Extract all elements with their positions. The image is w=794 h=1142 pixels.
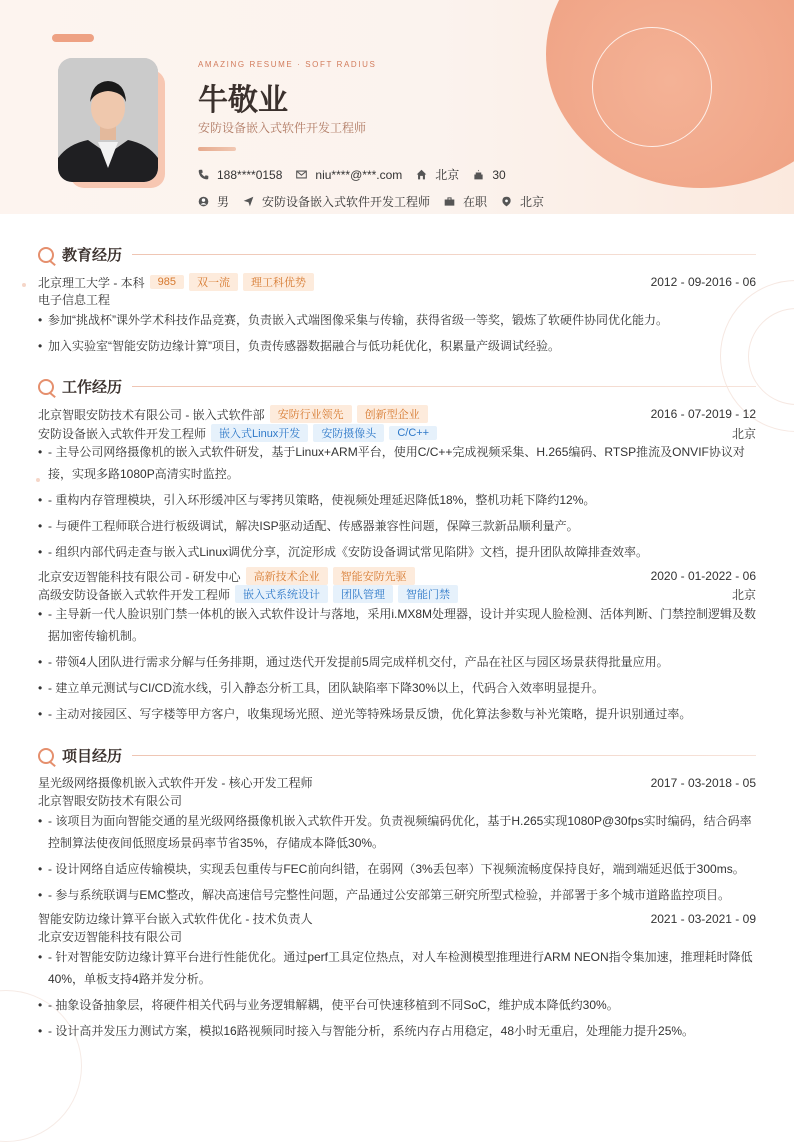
contact-phone xyxy=(198,168,282,182)
candidate-title: 安防设备嵌入式软件开发工程师 xyxy=(198,121,367,135)
project-bullet: • - 抽象设备抽象层，将硬件相关代码与业务逻辑解耦，使平台可快速移植到不同SoC，维护成本降低约30%。 xyxy=(38,994,756,1016)
projects-heading: 项目经历 xyxy=(62,748,123,765)
work-bullet: • - 重构内存管理模块，引入环形缓冲区与零拷贝策略，使视频处理延迟降低18%，整机功耗下降约12%。 xyxy=(38,489,756,511)
education-section-title xyxy=(38,244,756,265)
company-tag: 高新技术企业 xyxy=(246,567,328,585)
education-bullet: • 加入实验室“智能安防边缘计算”项目，负责传感器数据融合与低功耗优化，积累量产级调试经验。 xyxy=(38,335,756,357)
project-bullet: • - 设计高并发压力测试方案，模拟16路视频同时接入与智能分析，系统内存占用稳定，48小时无重启，处理能力提升25%。 xyxy=(38,1020,756,1042)
company-tag: 创新型企业 xyxy=(357,405,428,423)
bullet-dot: • xyxy=(38,445,43,459)
home-icon xyxy=(416,169,427,180)
education-heading: 教育经历 xyxy=(62,247,123,264)
project-name: 智能安防边缘计算平台嵌入式软件优化 - 技术负责人 xyxy=(38,912,313,926)
cake-icon xyxy=(473,169,484,180)
bullet-dot: • xyxy=(38,493,43,507)
search-icon xyxy=(38,379,54,395)
decorative-ring xyxy=(592,27,712,147)
project-bullet: • - 针对智能安防边缘计算平台进行性能优化。通过perf工具定位热点，对人车检测模型推理进行ARM NEON指令集加速，推理耗时降低40%，单板支持4路并发分析。 xyxy=(38,946,756,990)
company-name: 北京安迈智能科技有限公司 - 研发中心 xyxy=(38,569,241,584)
role-tag: 安防摄像头 xyxy=(313,424,384,442)
work-bullet: • - 主导公司网络摄像机的嵌入式软件研发，基于Linux+ARM平台，使用C/C++完成视频采集、H.265编码、RTSP推流及ONVIF协议对接，实现多路1080P高清实时监控。 xyxy=(38,441,756,485)
company-tag: 安防行业领先 xyxy=(270,405,352,423)
work-bullet: • - 组织内部代码走查与嵌入式Linux调优分享，沉淀形成《安防设备调试常见陷阱》文档，提升团队故障排查效率。 xyxy=(38,541,756,563)
bullet-dot: • xyxy=(38,814,43,828)
education-major: 电子信息工程 xyxy=(38,293,111,307)
project-bullet: • - 设计网络自适应传输模块，实现丢包重传与FEC前向纠错，在弱网（3%丢包率）下视频流畅度保持良好，端到端延迟低于300ms。 xyxy=(38,858,756,880)
send-icon xyxy=(243,196,254,207)
work-bullet: • - 主导新一代人脸识别门禁一体机的嵌入式软件设计与落地，采用i.MX8M处理器，设计并实现人脸检测、活体判断、门禁控制逻辑及数据加密传输机制。 xyxy=(38,603,756,647)
education-bullet: • 参加“挑战杯”课外学术科技作品竞赛，负责嵌入式端图像采集与传输，获得省级一等奖，锻炼了软硬件协同优化能力。 xyxy=(38,309,756,331)
bullet-dot: • xyxy=(38,707,43,721)
info-gender xyxy=(198,193,229,210)
age-text: 30 xyxy=(492,167,506,182)
search-icon xyxy=(38,247,54,263)
project-date: 2021 - 03-2021 - 09 xyxy=(650,911,756,926)
work-city: 北京 xyxy=(731,426,756,441)
project-company-row xyxy=(38,928,756,945)
phone-icon xyxy=(198,169,209,180)
bullet-dot: • xyxy=(38,607,43,621)
gender-icon xyxy=(198,196,209,207)
location-text: 北京 xyxy=(520,195,545,209)
education-tag: 985 xyxy=(150,275,184,289)
education-entry-header xyxy=(38,273,756,291)
role-tag: C/C++ xyxy=(389,426,437,440)
section-divider xyxy=(132,386,756,387)
mail-icon xyxy=(296,169,307,180)
work-entry-header xyxy=(38,567,756,585)
contact-home xyxy=(416,166,459,183)
decorative-dot xyxy=(22,283,26,287)
briefcase-icon xyxy=(444,196,455,207)
bullet-dot: • xyxy=(38,339,43,353)
work-section-title xyxy=(38,376,756,397)
work-heading: 工作经历 xyxy=(62,379,123,396)
bullet-dot: • xyxy=(38,950,43,964)
contact-age xyxy=(473,168,505,182)
work-date: 2016 - 07-2019 - 12 xyxy=(650,407,756,421)
info-status xyxy=(444,193,487,210)
role-tag: 嵌入式系统设计 xyxy=(235,585,328,603)
info-target-role xyxy=(243,193,430,210)
bullet-dot: • xyxy=(38,313,43,327)
target-role-text: 安防设备嵌入式软件开发工程师 xyxy=(262,195,431,209)
work-bullet: • - 与硬件工程师联合进行板级调试，解决ISP驱动适配、传感器兼容性问题，保障三款新品顺利量产。 xyxy=(38,515,756,537)
bullet-dot: • xyxy=(38,888,43,902)
school-name: 北京理工大学 - 本科 xyxy=(38,275,145,290)
work-bullet: • - 建立单元测试与CI/CD流水线，引入静态分析工具，团队缺陷率下降30%以上，代码合入效率明显提升。 xyxy=(38,677,756,699)
project-entry-header xyxy=(38,910,756,927)
home-text: 北京 xyxy=(435,168,460,182)
role-tag: 智能门禁 xyxy=(398,585,458,603)
education-major-row xyxy=(38,291,756,308)
header-eyebrow: AMAZING RESUME · SOFT RADIUS xyxy=(198,60,377,69)
work-bullet: • - 带领4人团队进行需求分解与任务排期，通过迭代开发提前5周完成样机交付，产品在社区与园区场景获得批量应用。 xyxy=(38,651,756,673)
gender-text: 男 xyxy=(217,195,230,209)
project-company: 北京安迈智能科技有限公司 xyxy=(38,930,183,944)
bullet-dot: • xyxy=(38,998,43,1012)
education-tag: 理工科优势 xyxy=(243,273,314,291)
role-tag: 嵌入式Linux开发 xyxy=(211,424,308,442)
work-date: 2020 - 01-2022 - 06 xyxy=(650,569,756,583)
project-bullet: • - 该项目为面向智能交通的星光级网络摄像机嵌入式软件开发。负责视频编码优化，基于H.265实现1080P@30fps实时编码，结合码率控制算法使夜间低照度场景码率节省35%，存储成本降低30%。 xyxy=(38,810,756,854)
role-tag: 团队管理 xyxy=(333,585,393,603)
bullet-dot: • xyxy=(38,545,43,559)
resume-header xyxy=(0,0,794,214)
bullet-dot: • xyxy=(38,519,43,533)
search-icon xyxy=(38,748,54,764)
project-date: 2017 - 03-2018 - 05 xyxy=(650,775,756,790)
bullet-dot: • xyxy=(38,681,43,695)
bullet-dot: • xyxy=(38,1024,43,1038)
project-company-row xyxy=(38,792,756,809)
phone-text: 188****0158 xyxy=(217,167,283,182)
contact-info-row xyxy=(198,166,520,183)
title-underline xyxy=(198,147,236,151)
work-role-row xyxy=(38,424,756,442)
project-company: 北京智眼安防技术有限公司 xyxy=(38,794,183,808)
section-divider xyxy=(132,755,756,756)
contact-email xyxy=(296,168,402,182)
project-entry-header xyxy=(38,774,756,791)
work-entry-header xyxy=(38,405,756,423)
candidate-name: 牛敬业 xyxy=(198,83,288,118)
project-bullet: • - 参与系统联调与EMC整改，解决高速信号完整性问题，产品通过公安部第三研究所型式检验，并部署于多个城市道路监控项目。 xyxy=(38,884,756,906)
company-tag: 智能安防先驱 xyxy=(333,567,415,585)
status-text: 在职 xyxy=(463,195,488,209)
avatar xyxy=(58,58,158,182)
location-icon xyxy=(501,196,512,207)
project-name: 星光级网络摄像机嵌入式软件开发 - 核心开发工程师 xyxy=(38,776,313,790)
projects-section-title xyxy=(38,745,756,766)
education-tag: 双一流 xyxy=(189,273,238,291)
email-text: niu****@***.com xyxy=(315,167,403,182)
company-name: 北京智眼安防技术有限公司 - 嵌入式软件部 xyxy=(38,407,265,422)
education-date: 2012 - 09-2016 - 06 xyxy=(650,275,756,289)
info-location xyxy=(501,193,544,210)
avatar-portrait-icon xyxy=(58,58,158,182)
role-name: 高级安防设备嵌入式软件开发工程师 xyxy=(38,587,231,602)
personal-info-row xyxy=(198,193,558,210)
bullet-dot: • xyxy=(38,862,43,876)
section-divider xyxy=(132,254,756,255)
work-bullet: • - 主动对接园区、写字楼等甲方客户，收集现场光照、逆光等特殊场景反馈，优化算法参数与补光策略，提升识别通过率。 xyxy=(38,703,756,725)
work-city: 北京 xyxy=(731,587,756,602)
work-role-row xyxy=(38,585,756,603)
bullet-dot: • xyxy=(38,655,43,669)
decorative-pill xyxy=(52,34,94,42)
role-name: 安防设备嵌入式软件开发工程师 xyxy=(38,426,207,441)
